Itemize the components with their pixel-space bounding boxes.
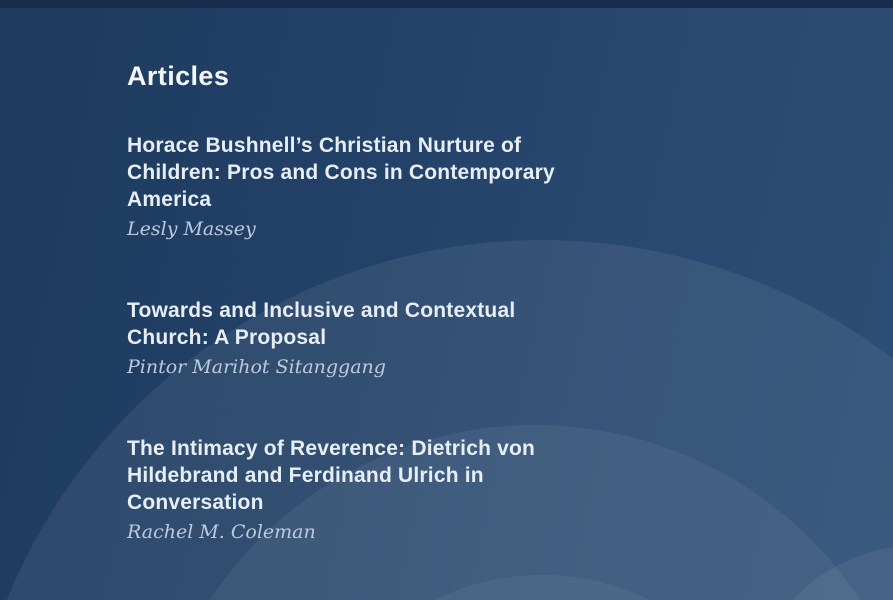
article-title-line: Towards and Inclusive and Contextual — [127, 299, 516, 322]
article-title-line: Hildebrand and Ferdinand Ulrich in — [127, 464, 484, 487]
article-author: Rachel M. Coleman — [127, 521, 316, 543]
article-title-line: Horace Bushnell’s Christian Nurture of — [127, 134, 522, 157]
article-author: Lesly Massey — [127, 218, 256, 240]
article-title-line: The Intimacy of Reverence: Dietrich von — [127, 437, 536, 460]
articles-list — [127, 62, 627, 600]
article-title — [127, 297, 627, 351]
page-title: Articles — [127, 61, 230, 91]
article-title-line: America — [127, 188, 212, 211]
article-title — [127, 132, 627, 213]
top-accent-bar — [0, 0, 893, 8]
article-entry-3 — [127, 435, 627, 544]
article-title-line: Conversation — [127, 491, 264, 514]
article-title-line: Children: Pros and Cons in Contemporary — [127, 161, 555, 184]
article-author: Pintor Marihot Sitanggang — [127, 356, 386, 378]
article-entry-1 — [127, 132, 627, 241]
article-title-line: Church: A Proposal — [127, 326, 327, 349]
article-entry-2 — [127, 297, 627, 379]
article-title — [127, 435, 627, 516]
